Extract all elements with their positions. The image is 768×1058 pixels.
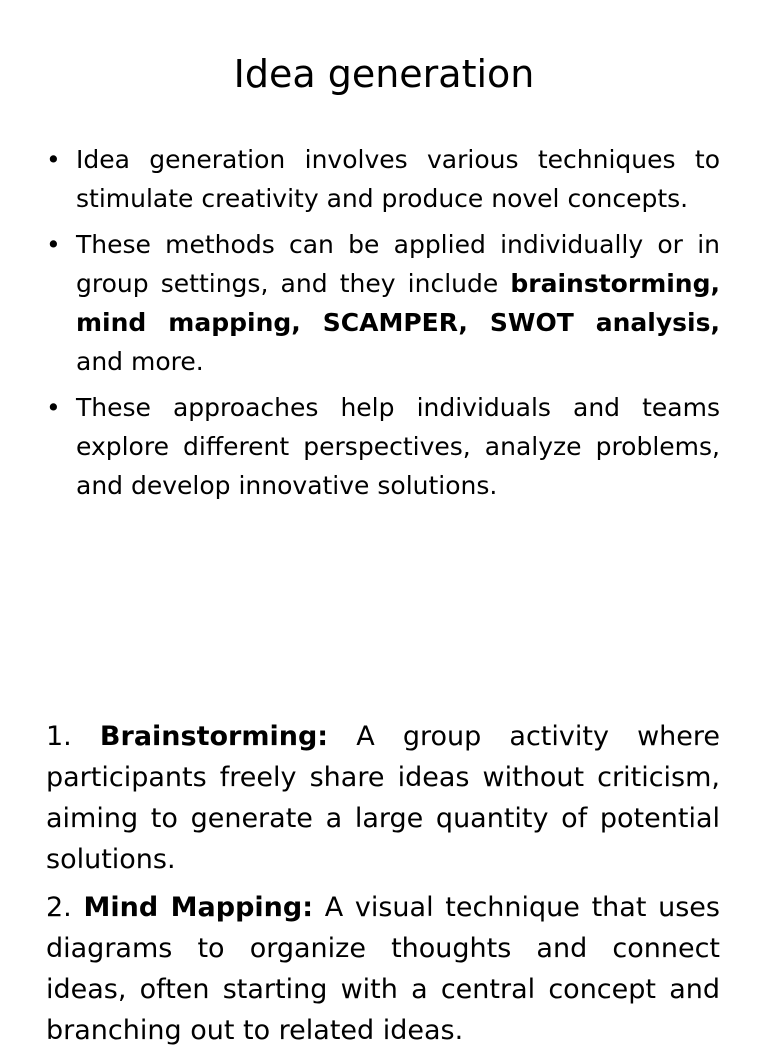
bullet-item-methods	[46, 225, 720, 381]
bullet-bold-terms: brainstorming, mind mapping, SCAMPER, SWOT analysis,	[76, 269, 720, 337]
item-number: 2.	[46, 892, 72, 923]
bullet-text: These approaches help individuals and teams explore different perspectives, analyze problems, and develop innovative solutions.	[76, 393, 720, 500]
bullet-item-benefits	[46, 388, 720, 505]
bullet-text: These methods can be applied individually or in group settings, and they include	[76, 230, 720, 298]
item-term: Mind Mapping:	[83, 892, 313, 923]
item-term: Brainstorming:	[99, 721, 329, 752]
slide-title: Idea generation	[233, 52, 535, 96]
bullet-list	[46, 140, 720, 512]
bullet-item-overview	[46, 140, 720, 218]
item-description: A visual technique that uses diagrams to organize thoughts and connect ideas, often starting with a central concept and branching out to related ideas.	[46, 892, 720, 1046]
numbered-item-mind-mapping	[46, 887, 720, 1051]
bullet-text-end: and more.	[76, 347, 204, 376]
item-description: A group activity where participants freely share ideas without criticism, aiming to generate a large quantity of potential solutions.	[46, 721, 720, 875]
bullet-text: Idea generation involves various techniques to stimulate creativity and produce novel concepts.	[76, 145, 720, 213]
item-number: 1.	[46, 721, 72, 752]
bullet-marker: •	[46, 393, 61, 422]
numbered-item-brainstorming	[46, 716, 720, 880]
bullet-marker: •	[46, 230, 61, 259]
bullet-marker: •	[46, 145, 61, 174]
numbered-list	[46, 716, 720, 1058]
